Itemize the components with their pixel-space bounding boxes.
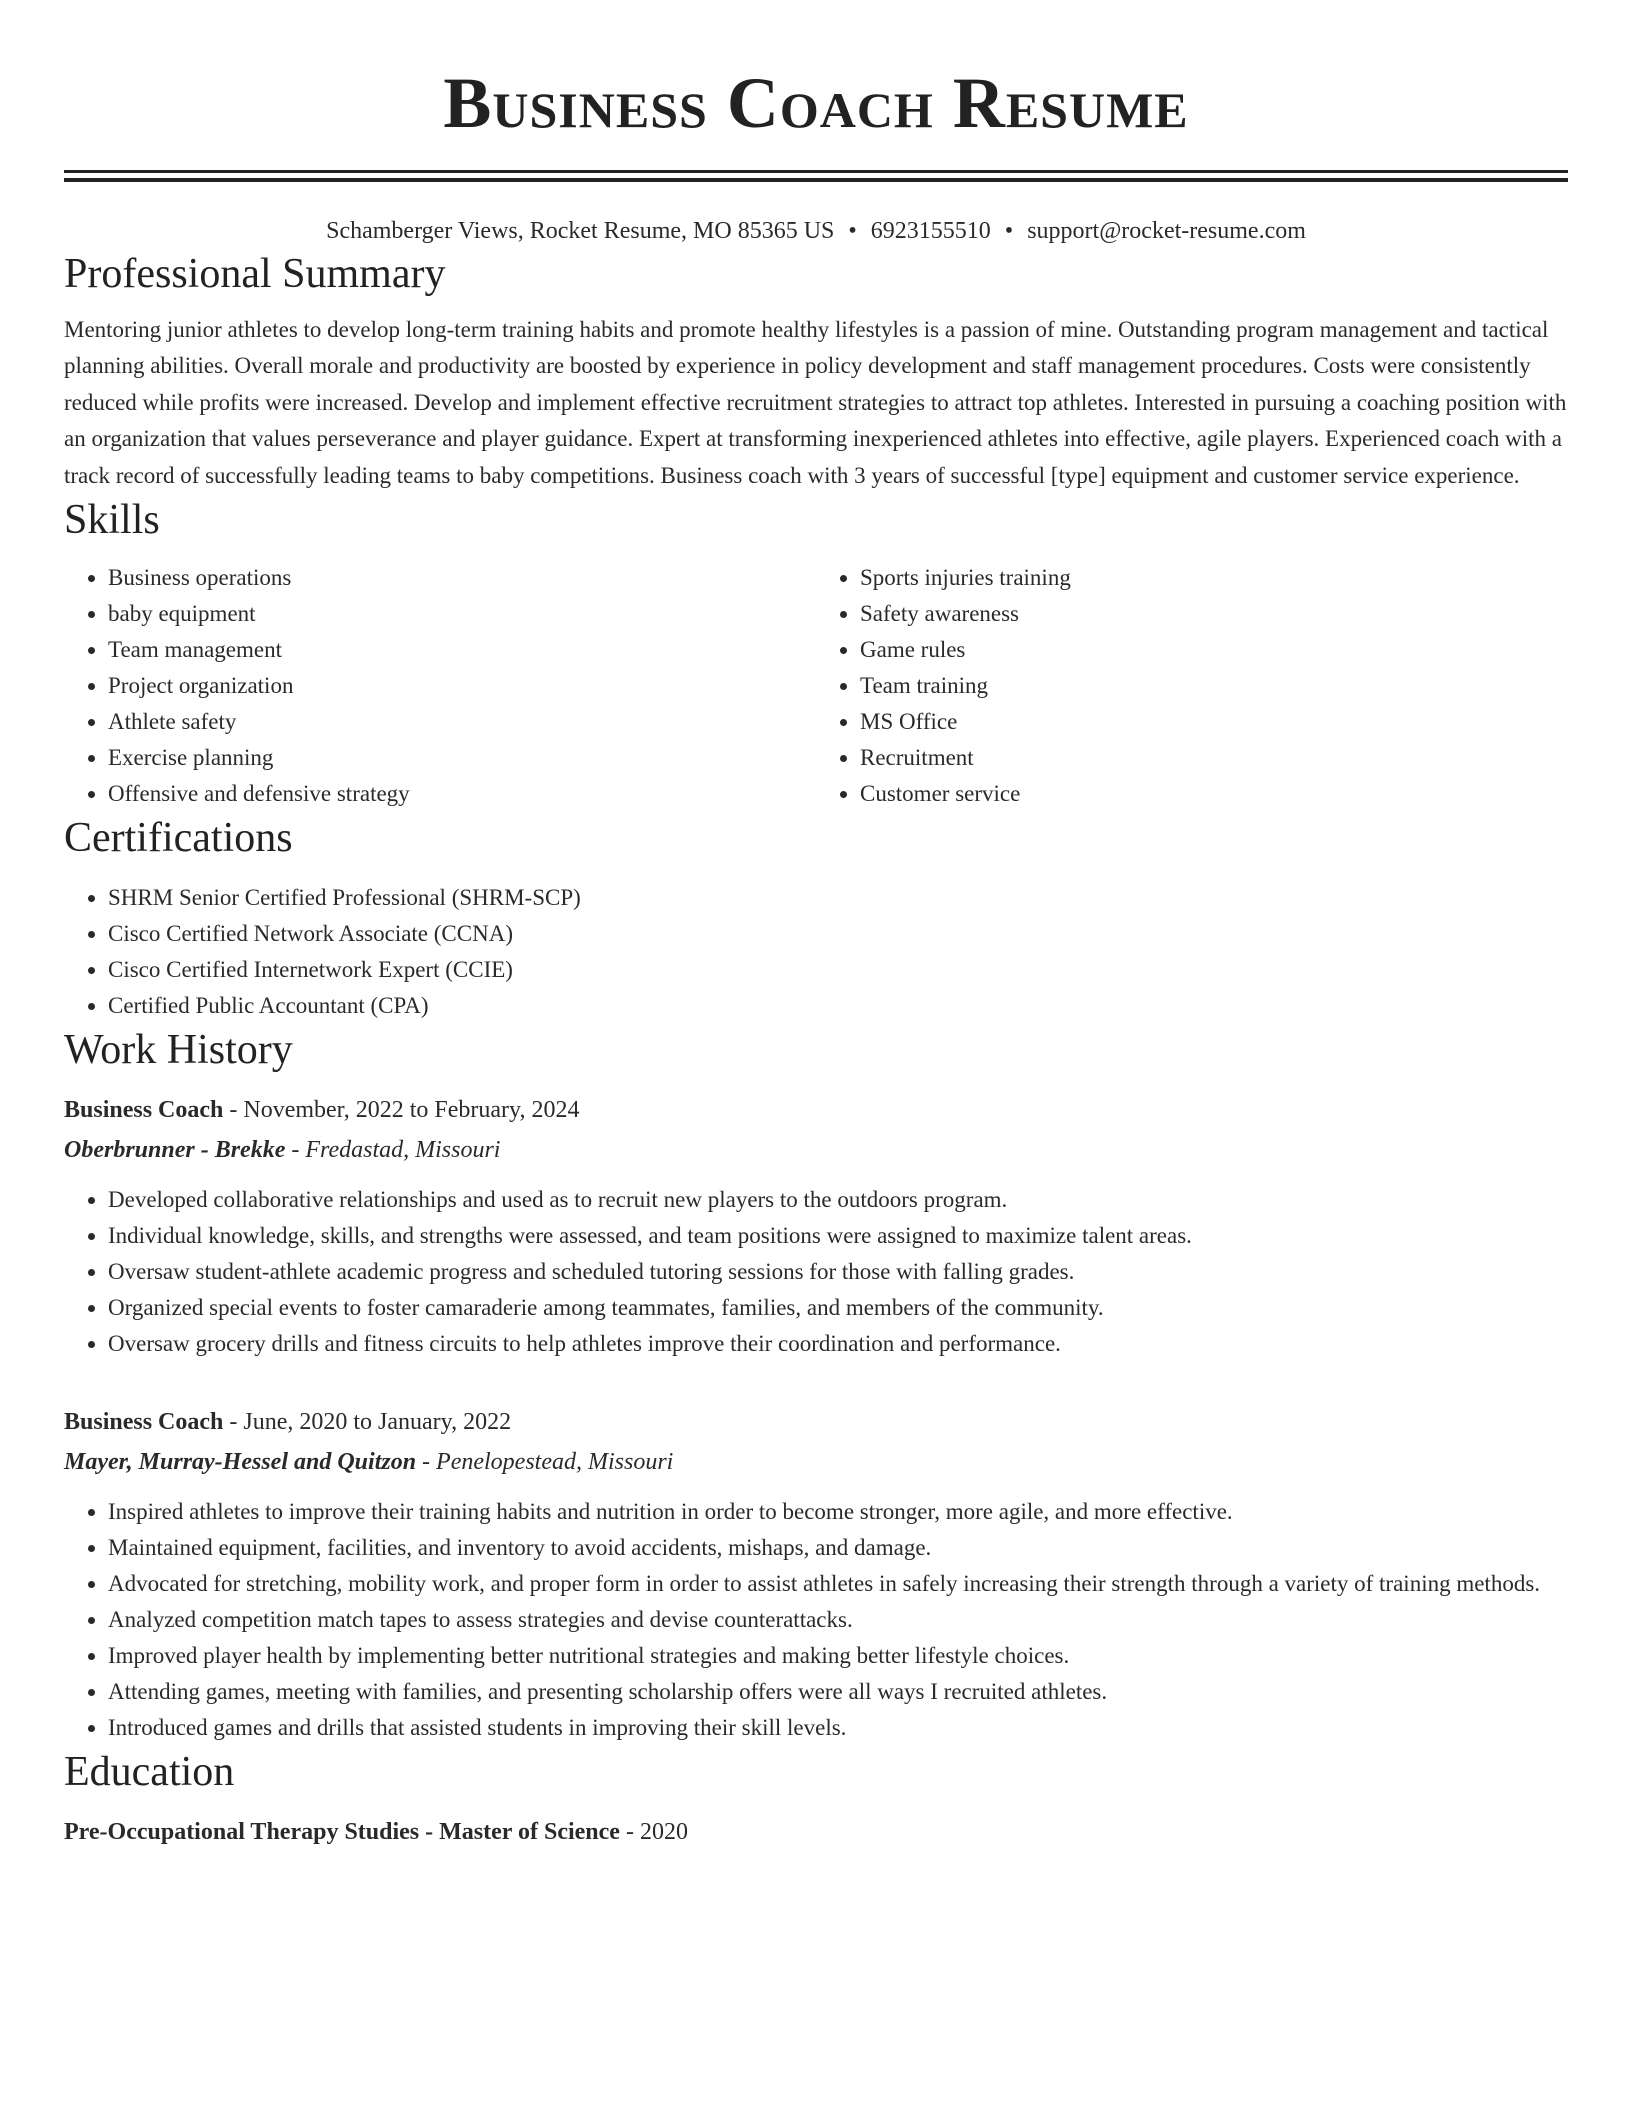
certification-item: • Cisco Certified Internetwork Expert (CCIE) <box>108 952 1568 988</box>
job-bullet: • Advocated for stretching, mobility work, and proper form in order to assist athletes in safely increasing their strength through a variety of training methods. <box>108 1566 1568 1602</box>
skill-item: • MS Office <box>860 704 1568 740</box>
job-bullet: • Organized special events to foster camaraderie among teammates, families, and members of the community. <box>108 1290 1568 1326</box>
company-line: Oberbrunner - Brekke - Fredastad, Missouri <box>64 1137 501 1164</box>
section-heading-education: Education <box>64 1749 235 1796</box>
job-bullet: • Oversaw student-athlete academic progress and scheduled tutoring sessions for those with falling grades. <box>108 1254 1568 1290</box>
skill-item: • Game rules <box>860 632 1568 668</box>
skill-item: • Athlete safety <box>108 704 816 740</box>
section-heading-summary: Professional Summary <box>64 251 446 297</box>
education-year: 2020 <box>639 1819 688 1846</box>
company-name: Oberbrunner - Brekke <box>64 1137 286 1164</box>
job-bullet: • Maintained equipment, facilities, and inventory to avoid accidents, mishaps, and damage. <box>108 1530 1568 1566</box>
contact-separator: • <box>1004 218 1014 244</box>
contact-email: support@rocket-resume.com <box>1027 218 1306 244</box>
certification-item: • Cisco Certified Network Associate (CCNA) <box>108 916 1568 952</box>
job-bullet: • Oversaw grocery drills and fitness circuits to help athletes improve their coordination and performance. <box>108 1326 1568 1362</box>
skill-item: • Project organization <box>108 668 816 704</box>
skills-list-left <box>64 560 816 812</box>
job-title: Business Coach <box>64 1409 224 1436</box>
contact-phone: 6923155510 <box>870 218 991 244</box>
certifications-list <box>64 880 1568 1024</box>
company-line: Mayer, Murray-Hessel and Quitzon - Penelopestead, Missouri <box>64 1449 674 1476</box>
job-dates: June, 2020 to January, 2022 <box>243 1409 512 1436</box>
company-name: Mayer, Murray-Hessel and Quitzon <box>64 1449 417 1476</box>
skill-item: • Sports injuries training <box>860 560 1568 596</box>
skill-item: • Team training <box>860 668 1568 704</box>
education-degree: Pre-Occupational Therapy Studies - Master of Science <box>64 1819 620 1846</box>
contact-separator: • <box>848 218 857 244</box>
job-bullet: • Attending games, meeting with families, and presenting scholarship offers were all ways I recruited athletes. <box>108 1674 1568 1710</box>
skill-item: • Team management <box>108 632 816 668</box>
company-location: Fredastad, Missouri <box>305 1137 501 1164</box>
job-bullet: • Analyzed competition match tapes to assess strategies and devise counterattacks. <box>108 1602 1568 1638</box>
skill-item: • Business operations <box>108 560 816 596</box>
company-location: Penelopestead, Missouri <box>436 1449 674 1476</box>
skill-item: • Customer service <box>860 776 1568 812</box>
skill-item: • Offensive and defensive strategy <box>108 776 816 812</box>
job-entry <box>64 1402 1568 1746</box>
job-bullet: • Individual knowledge, skills, and strengths were assessed, and team positions were assigned to maximize talent areas. <box>108 1218 1568 1254</box>
title-divider <box>64 170 1568 182</box>
education-entry: Pre-Occupational Therapy Studies - Master of Science - 2020 <box>64 1819 688 1846</box>
contact-address: Schamberger Views, Rocket Resume, MO 85365 US <box>326 218 835 244</box>
job-bullets <box>64 1494 1568 1746</box>
section-heading-certifications: Certifications <box>64 815 293 862</box>
skills-columns <box>64 560 1568 812</box>
skill-item: • Safety awareness <box>860 596 1568 632</box>
job-title-line: Business Coach - June, 2020 to January, 2022 <box>64 1409 512 1436</box>
certification-item: • Certified Public Accountant (CPA) <box>108 988 1568 1024</box>
job-title-line: Business Coach - November, 2022 to February, 2024 <box>64 1097 580 1124</box>
skill-item: • Recruitment <box>860 740 1568 776</box>
page-title: Business Coach Resume <box>443 63 1189 143</box>
section-heading-skills: Skills <box>64 497 160 544</box>
contact-line <box>64 214 1568 248</box>
section-heading-work-history: Work History <box>64 1027 293 1074</box>
job-entry <box>64 1090 1568 1362</box>
job-bullet: • Improved player health by implementing better nutritional strategies and making better lifestyle choices. <box>108 1638 1568 1674</box>
certification-item: • SHRM Senior Certified Professional (SHRM-SCP) <box>108 880 1568 916</box>
skills-list-right <box>816 560 1568 812</box>
job-title: Business Coach <box>64 1097 224 1124</box>
summary-text: Mentoring junior athletes to develop long-term training habits and promote healthy lifestyles is a passion of mine. Outstanding program management and tactical planning abilities. Overall morale and productivity are boosted by experience in policy development and staff management procedures. Costs were consistently reduced while profits were increased. Develop and implement effective recruitment strategies to attract top athletes. Interested in pursuing a coaching position with an organization that values perseverance and player guidance. Expert at transforming inexperienced athletes into effective, agile players. Experienced coach with a track record of successfully leading teams to baby competitions. Business coach with 3 years of successful [type] equipment and customer service experience. <box>64 317 1567 488</box>
job-dates: November, 2022 to February, 2024 <box>243 1097 580 1124</box>
job-bullet: • Inspired athletes to improve their training habits and nutrition in order to become stronger, more agile, and more effective. <box>108 1494 1568 1530</box>
skill-item: • Exercise planning <box>108 740 816 776</box>
job-bullet: • Introduced games and drills that assisted students in improving their skill levels. <box>108 1710 1568 1746</box>
job-bullets <box>64 1182 1568 1362</box>
skill-item: • baby equipment <box>108 596 816 632</box>
job-bullet: • Developed collaborative relationships and used as to recruit new players to the outdoors program. <box>108 1182 1568 1218</box>
